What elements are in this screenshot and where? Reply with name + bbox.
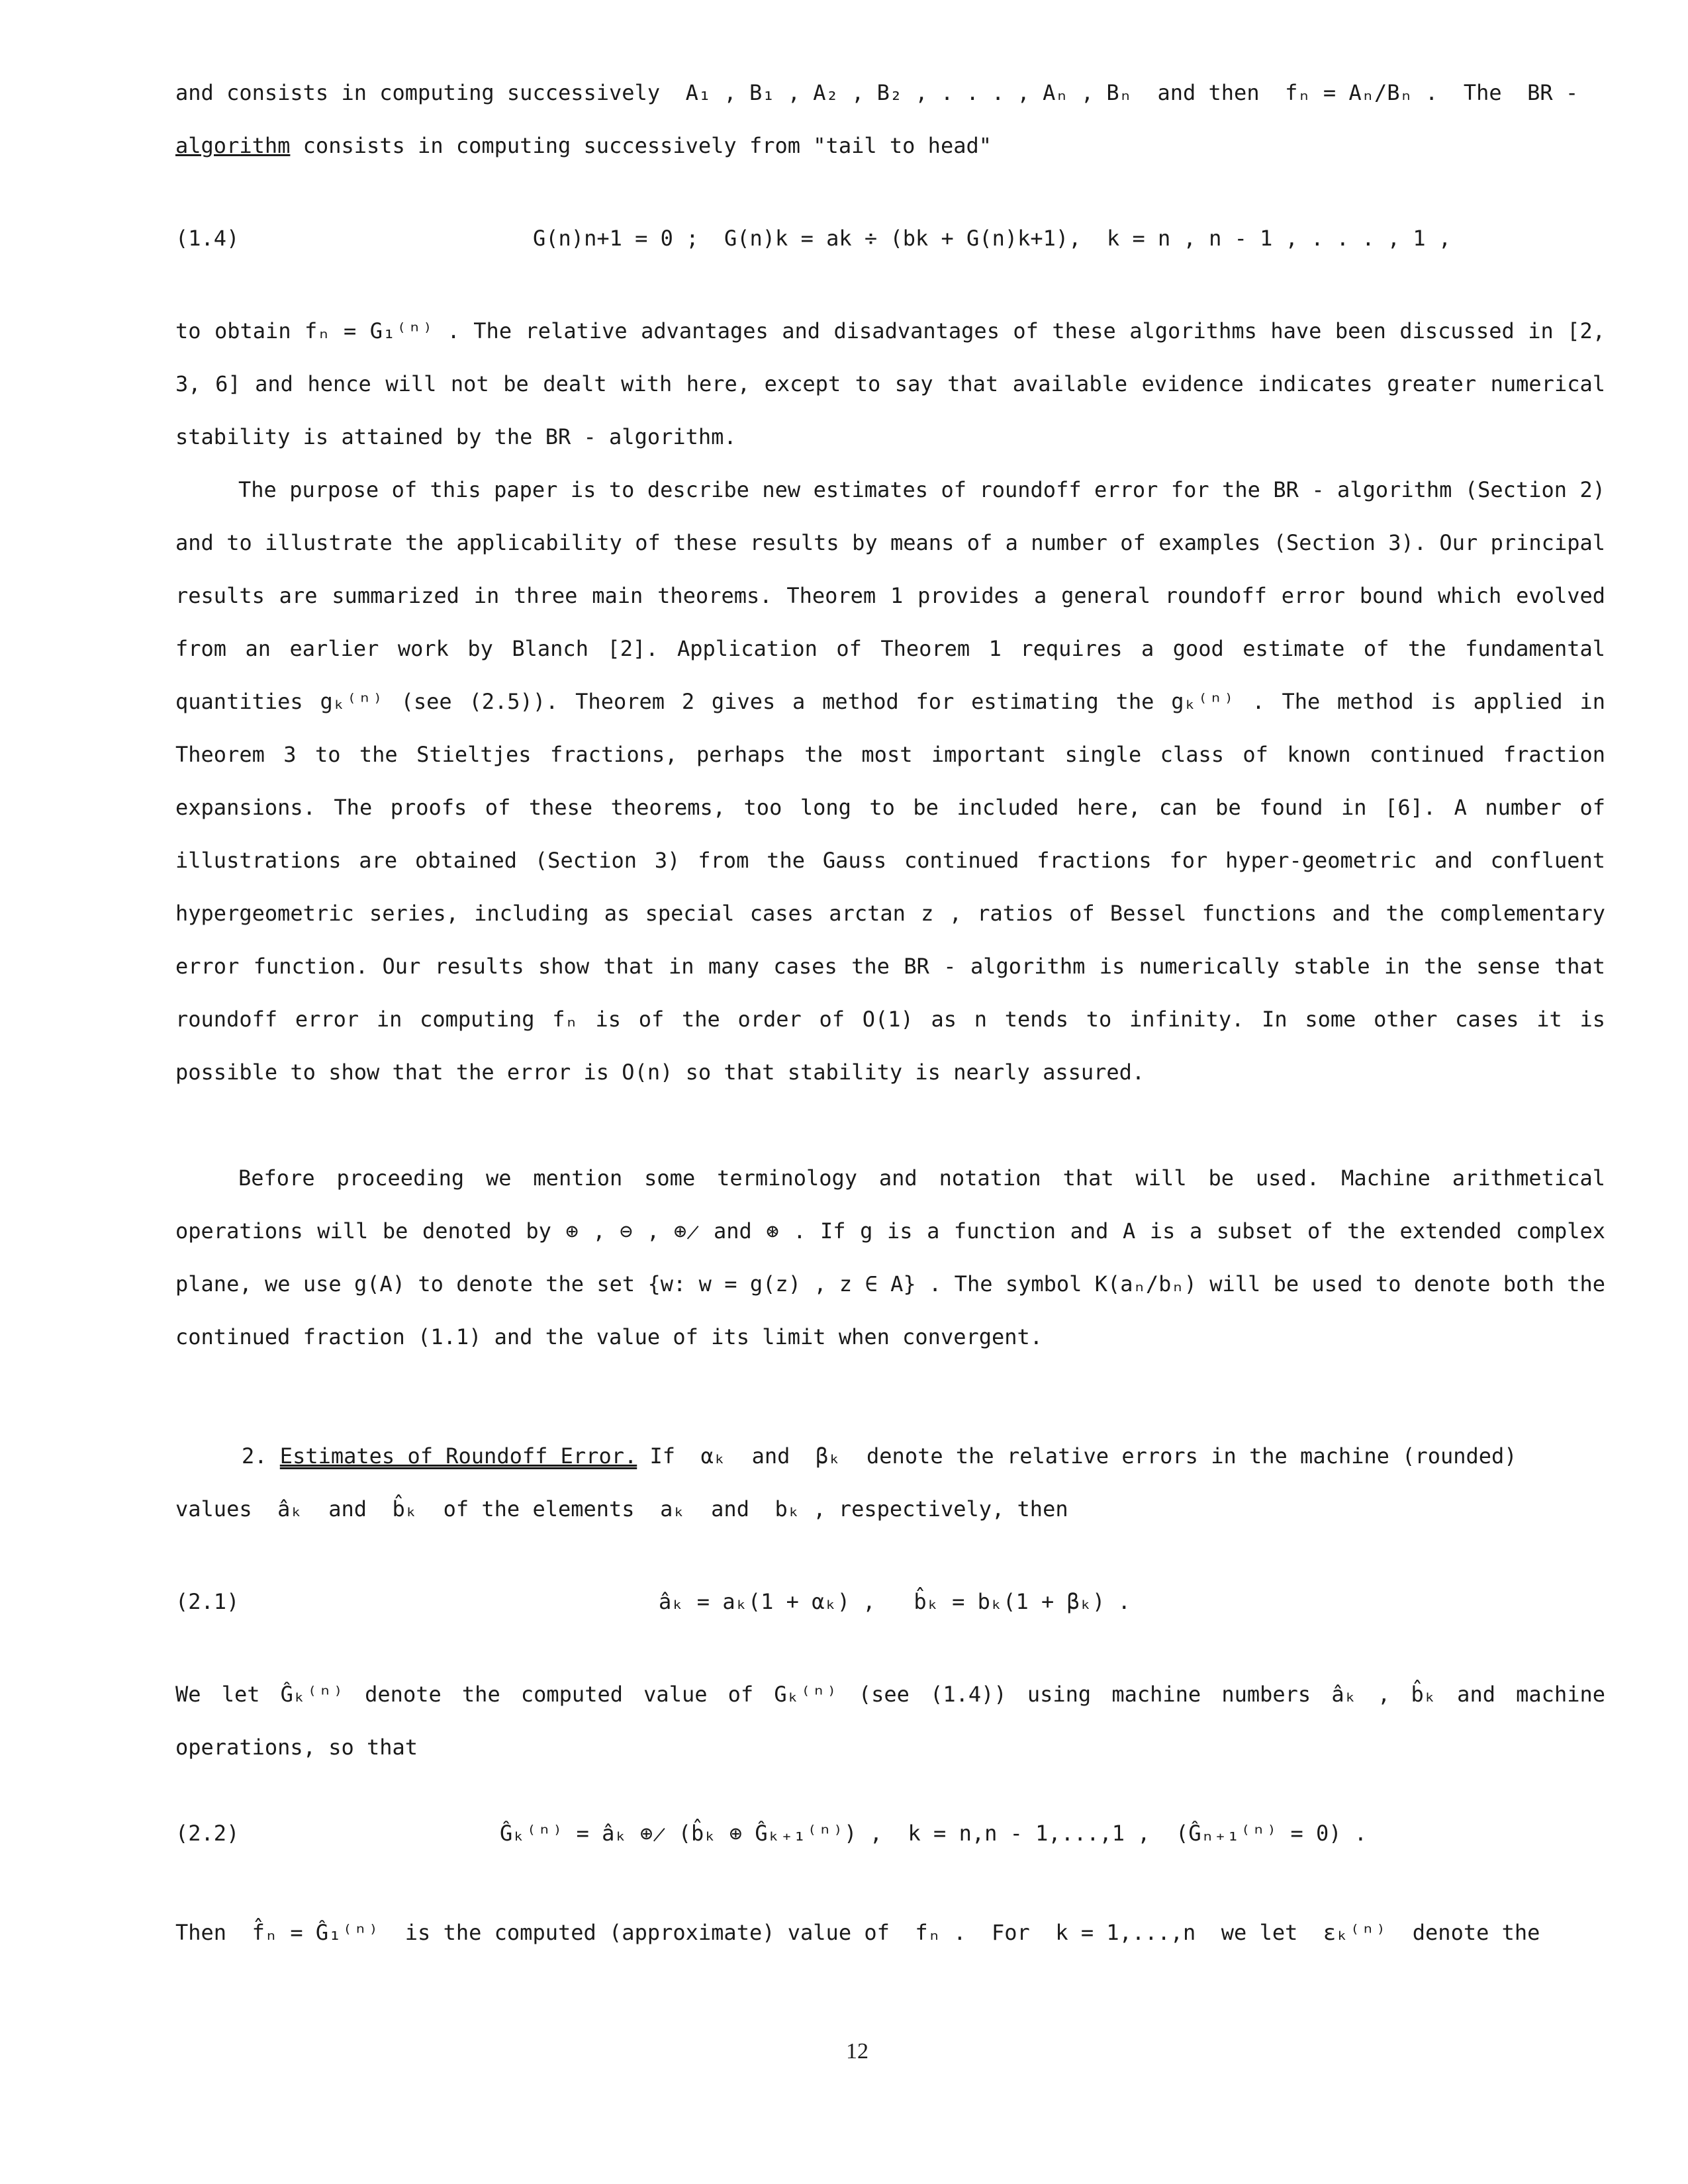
text-line-2-rest: consists in computing successively from "tail to head" xyxy=(290,133,992,158)
section-text: If αₖ and βₖ denote the relative errors in the machine (rounded) xyxy=(637,1443,1517,1469)
equation-number: (1.4) xyxy=(175,226,240,251)
equation-body: âₖ = aₖ(1 + αₖ) , b̂ₖ = bₖ(1 + βₖ) . xyxy=(659,1589,1131,1614)
paragraph-2: The purpose of this paper is to describe new estimates of roundoff error for the BR - algorithm (Section 2) and to illustrate the applicability of these results by means of a number of examples (Section 3). Our principal results are summarized in three main theorems. Theorem 1 provides a general roundoff error bound which evolved from an earlier work by Blanch [2]. Application of Theorem 1 requires a good estimate of the fundamental quantities gₖ⁽ⁿ⁾ (see (2.5)). Theorem 2 gives a method for estimating the gₖ⁽ⁿ⁾ . The method is applied in Theorem 3 to the Stieltjes fractions, perhaps the most important single class of known continued fraction expansions. The proofs of these theorems, too long to be included here, can be found in [6]. A number of illustrations are obtained (Section 3) from the Gauss continued fractions for hyper-geometric and confluent hypergeometric series, including as special cases arctan z , ratios of Bessel functions and the complementary error function. Our results show that in many cases the BR - algorithm is numerically stable in the sense that roundoff error in computing fₙ is of the order of O(1) as n tends to infinity. In some other cases it is possible to show that the error is O(n) so that stability is nearly assured. xyxy=(175,477,1605,1085)
equation-body: Ĝₖ⁽ⁿ⁾ = âₖ ⊕̷ (b̂ₖ ⊕ Ĝₖ₊₁⁽ⁿ⁾) , k = n,n - 1,...,1 , (Ĝₙ₊₁⁽ⁿ⁾ = 0) . xyxy=(500,1821,1368,1846)
algorithm-underlined: algorithm xyxy=(175,133,291,158)
paragraph-4: We let Ĝₖ⁽ⁿ⁾ denote the computed value of Gₖ⁽ⁿ⁾ (see (1.4)) using machine numbers âₖ , b̂ₖ and machine operations, so that xyxy=(175,1682,1605,1760)
text-last-line: Then f̂ₙ = Ĝ₁⁽ⁿ⁾ is the computed (approximate) value of fₙ . For k = 1,...,n we let εₖ⁽ⁿ⁾ denote the xyxy=(175,1920,1540,1945)
equation-1-4 xyxy=(175,212,1599,265)
section-2-heading-line xyxy=(242,1430,1517,1482)
text-line-2 xyxy=(175,119,992,172)
section-number: 2. xyxy=(242,1443,267,1469)
equation-number: (2.2) xyxy=(175,1821,240,1846)
section-title: Estimates of Roundoff Error. xyxy=(279,1443,637,1469)
equation-body: G(n)n+1 = 0 ; G(n)k = ak ÷ (bk + G(n)k+1), k = n , n - 1 , . . . , 1 , xyxy=(533,226,1452,251)
paragraph-1: to obtain fₙ = G₁⁽ⁿ⁾ . The relative advantages and disadvantages of these algorithms have been discussed in [2, 3, 6] and hence will not be dealt with here, except to say that available evidence indicates greater numerical stability is attained by the BR - algorithm. xyxy=(175,318,1605,449)
equation-number: (2.1) xyxy=(175,1589,240,1614)
section-2-line-2: values âₖ and b̂ₖ of the elements aₖ and bₖ , respectively, then xyxy=(175,1496,1068,1522)
paragraph-3: Before proceeding we mention some terminology and notation that will be used. Machine arithmetical operations will be denoted by ⊕ , ⊖ , ⊕̷ and ⊛ . If g is a function and A is a subset of the extended complex plane, we use g(A) to denote the set {w: w = g(z) , z ∈ A} . The symbol K(aₙ/bₙ) will be used to denote both the continued fraction (1.1) and the value of its limit when convergent. xyxy=(175,1165,1605,1349)
page-number: 12 xyxy=(846,2039,868,2064)
equation-2-1 xyxy=(175,1575,1599,1628)
equation-2-2 xyxy=(175,1807,1599,1860)
text-line-1: and consists in computing successively A₁ , B₁ , A₂ , B₂ , . . . , Aₙ , Bₙ and then fₙ = Aₙ/Bₙ . The BR - xyxy=(175,80,1579,105)
